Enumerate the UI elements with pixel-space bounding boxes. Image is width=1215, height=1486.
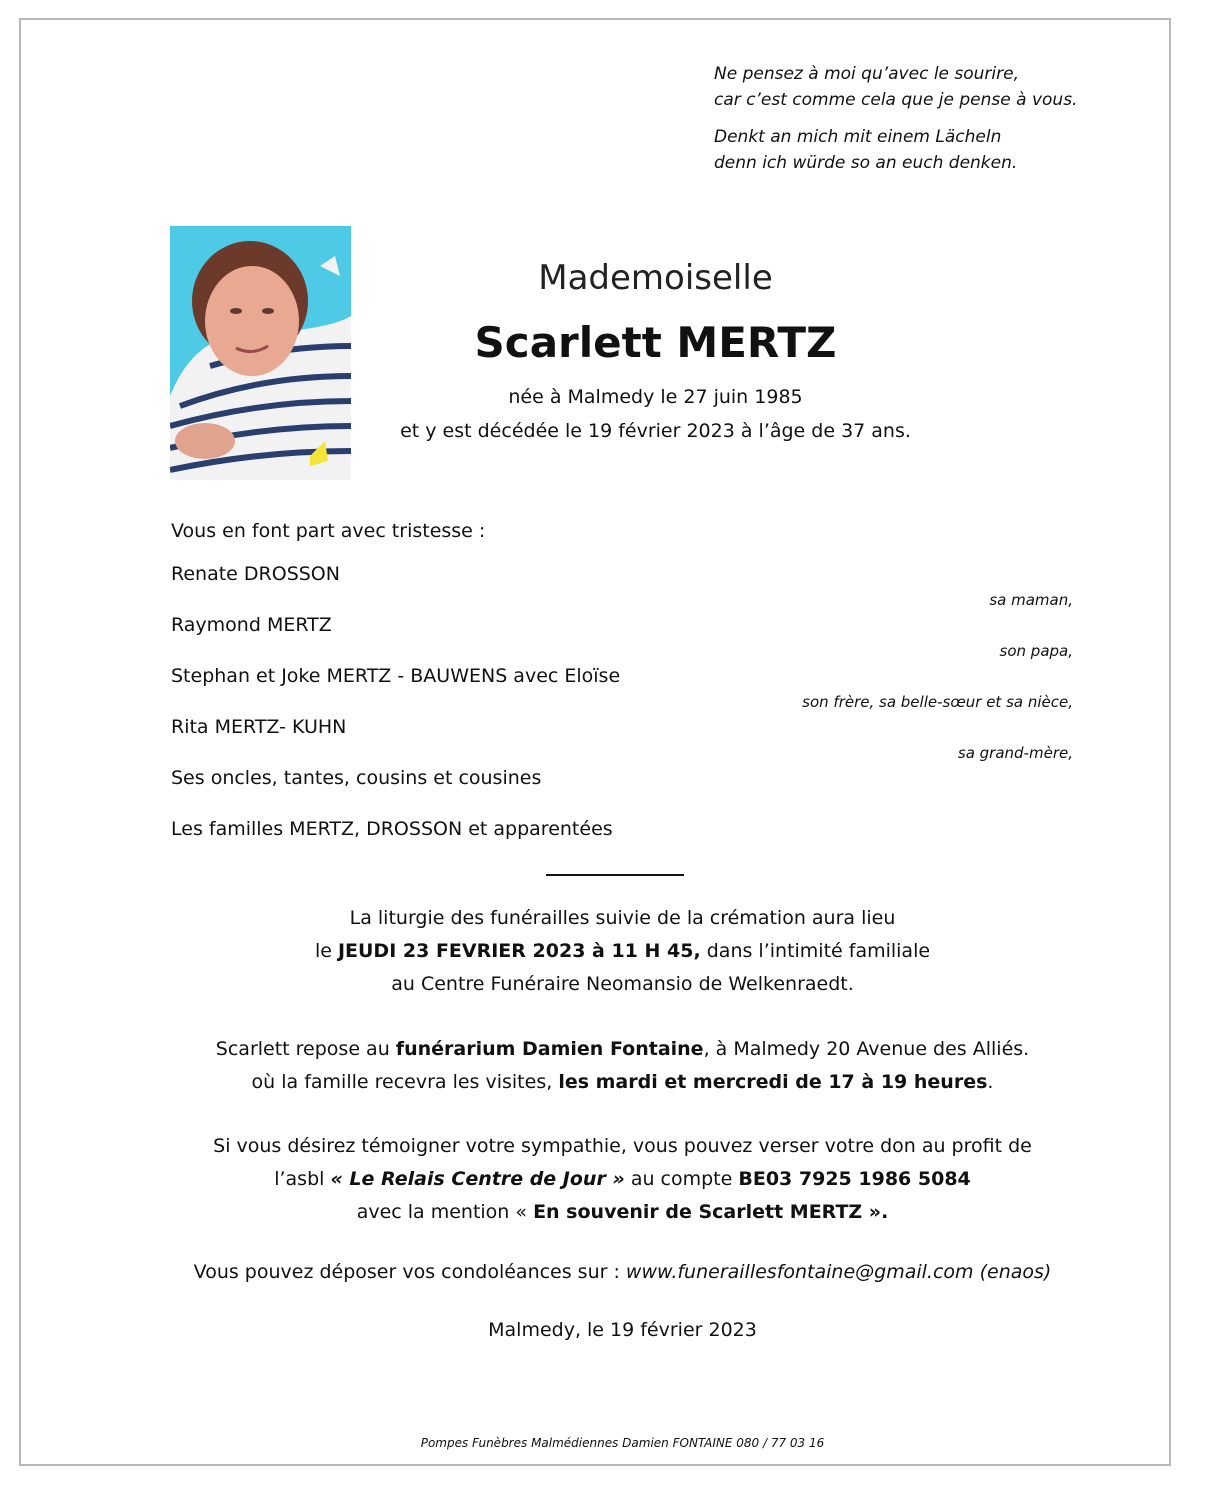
ceremony-line: La liturgie des funérailles suivie de la crémation aura lieu <box>349 907 896 929</box>
birth-line: née à Malmedy le 27 juin 1985 <box>508 386 803 408</box>
quote-line: Denkt an mich mit einem Lächeln <box>714 127 1002 147</box>
quote-german <box>714 124 1017 176</box>
condolences-line: Vous pouvez déposer vos condoléances sur : www.funeraillesfontaine@gmail.com (enaos) <box>193 1261 1052 1283</box>
place-date: Malmedy, le 19 février 2023 <box>488 1319 757 1341</box>
condolences-link[interactable]: www.funeraillesfontaine@gmail.com (enaos) <box>625 1261 1052 1283</box>
family-member-name: Raymond MERTZ <box>171 614 332 636</box>
donation-line: avec la mention « En souvenir de Scarlett MERTZ ». <box>356 1201 889 1223</box>
deceased-name: Scarlett MERTZ <box>474 318 837 367</box>
ceremony-line: au Centre Funéraire Neomansio de Welkenraedt. <box>391 973 854 995</box>
death-line: et y est décédée le 19 février 2023 à l’âge de 37 ans. <box>400 420 911 442</box>
visit-paragraph <box>0 1033 1215 1099</box>
family-member-relation: son frère, sa belle-sœur et sa nièce, <box>802 693 1073 711</box>
family-member-name: Renate DROSSON <box>171 563 340 585</box>
donation-paragraph <box>0 1130 1215 1229</box>
family-member-relation: sa maman, <box>989 591 1073 609</box>
family-member-relation: sa grand-mère, <box>957 744 1073 762</box>
family-member-name: Ses oncles, tantes, cousins et cousines <box>171 767 542 789</box>
visit-line: où la famille recevra les visites, les mardi et mercredi de 17 à 19 heures. <box>251 1071 994 1093</box>
salutation: Mademoiselle <box>538 258 773 298</box>
family-member-name: Les familles MERTZ, DROSSON et apparentées <box>171 818 613 840</box>
donation-line: l’asbl « Le Relais Centre de Jour » au compte BE03 7925 1986 5084 <box>274 1168 971 1190</box>
quote-line: car c’est comme cela que je pense à vous. <box>714 90 1078 110</box>
quote-line: denn ich würde so an euch denken. <box>714 153 1018 173</box>
visit-line: Scarlett repose au funérarium Damien Fontaine, à Malmedy 20 Avenue des Alliés. <box>215 1038 1030 1060</box>
quote-french <box>714 61 1077 113</box>
footer-funeral-home: Pompes Funèbres Malmédiennes Damien FONTAINE 080 / 77 03 16 <box>420 1436 825 1450</box>
family-member-name: Stephan et Joke MERTZ - BAUWENS avec Eloïse <box>171 665 621 687</box>
ceremony-paragraph <box>0 902 1215 1001</box>
family-intro: Vous en font part avec tristesse : <box>171 520 486 542</box>
family-member-name: Rita MERTZ- KUHN <box>171 716 347 738</box>
ceremony-line: le JEUDI 23 FEVRIER 2023 à 11 H 45, dans l’intimité familiale <box>314 940 931 962</box>
section-divider <box>546 874 684 876</box>
family-member-relation: son papa, <box>999 642 1073 660</box>
donation-line: Si vous désirez témoigner votre sympathie, vous pouvez verser votre don au profit de <box>213 1135 1032 1157</box>
quote-line: Ne pensez à moi qu’avec le sourire, <box>714 64 1019 84</box>
